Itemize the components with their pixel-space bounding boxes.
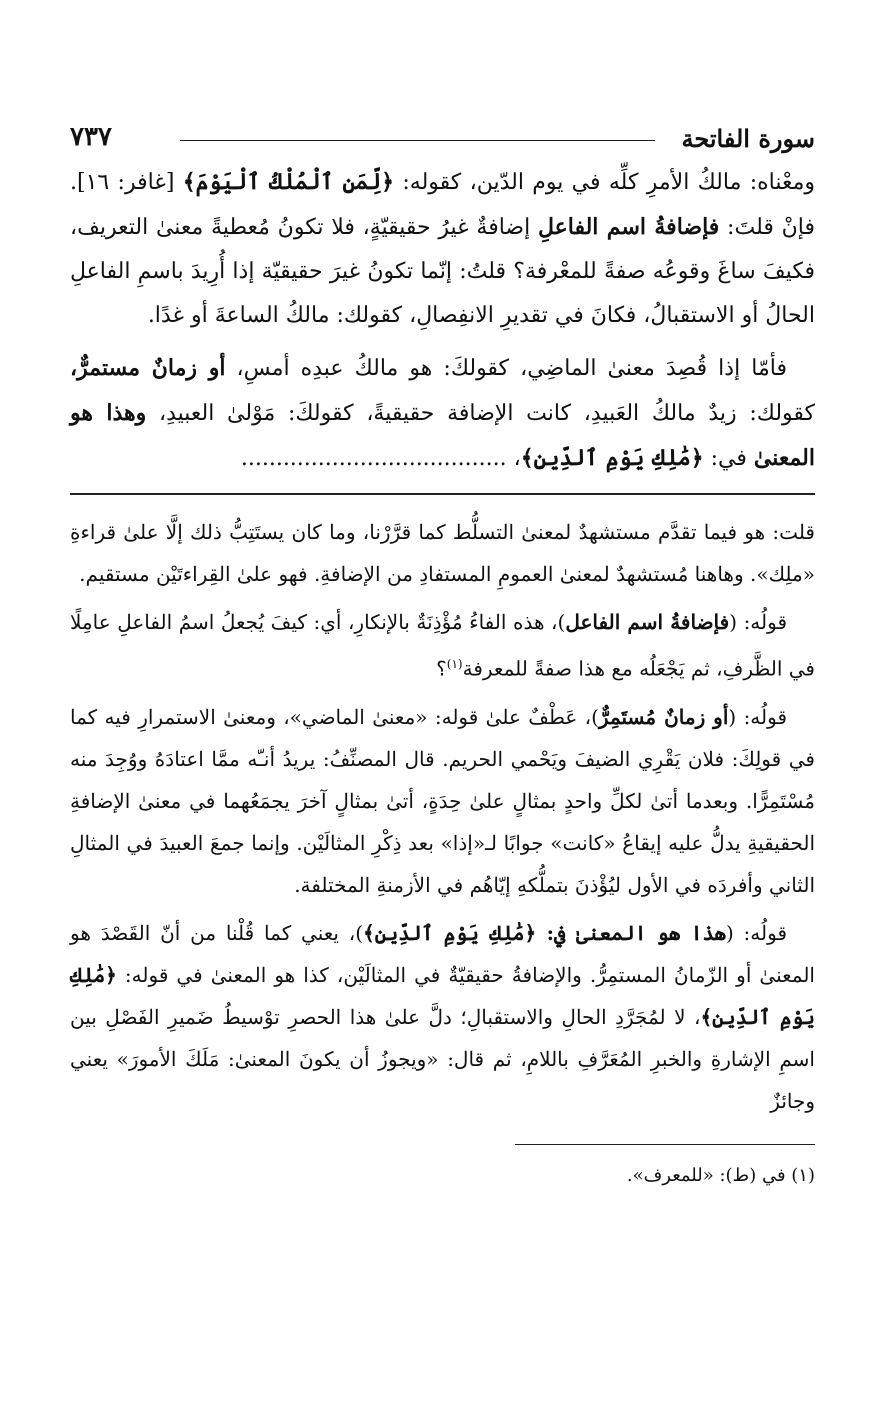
quran-verse: ﴿مَٰلِكِ يَوْمِ ٱلدِّينِ﴾	[363, 920, 547, 945]
text-run: ؟	[436, 656, 447, 681]
bold-term: هذا هو المعنىٰ في:	[546, 920, 726, 945]
main-text	[70, 160, 815, 481]
quran-verse: ﴿مَٰلِكِ يَوْمِ ٱلدِّينِ﴾	[520, 445, 704, 471]
commentary-paragraph: قلت: هو فيما تقدَّم مستشهدٌ لمعنىٰ التسلُّط كما قرَّرْنا، وما كان يستَتِبُّ ذلك إلَّا علىٰ قراءةِ «ملِك». وهاهنا مُستشهدٌ لمعنىٰ العمومِ المستفادِ من الإضافةِ. فهو علىٰ القِراءتَيْن مستقيم.	[70, 520, 815, 586]
text-run: )، عَطْفٌ علىٰ قوله: «معنىٰ الماضي»، ومعنىٰ الاستمرارِ فيه كما في قولِكَ: فلان يَقْرِي الضيفَ ويَحْمي الحريم. قال المصنِّفُ: يريدُ أنـّه ممَّا اعتادَهُ ووُجِدَ منه مُسْتَمِرًّا. وبعدما أتىٰ لكلِّ واحدٍ بمثالٍ علىٰ حِدَةٍ، أتىٰ بمثالٍ آخرَ يجمَعُهما في معنىٰ الإضافةِ الحقيقيةِ يدلُّ عليه إيقاعُ «كانت» جوابًا لـ«إذا» بعد ذِكْرِ المثالَيْن. وإنما جمعَ العبيدَ في المثالِ الثاني وأفردَه في الأول ليُؤْذنَ بتملُّكهِ إيّاهُم في الأزمنةِ المختلفة.	[70, 704, 815, 897]
page-header	[70, 120, 815, 160]
quran-verse: ﴿مَٰلِكِ يَوْمِ ٱلدِّينِ﴾	[70, 962, 815, 1029]
main-paragraph	[70, 346, 815, 481]
section-divider	[70, 493, 815, 495]
text-run: ، لا لمُجَرَّدِ الحالِ والاستقبالِ؛ دلَّ علىٰ هذا الحصرِ توْسيطُ ضَميرِ الفَصْلِ بين اسمِ الإشارةِ والخبرِ المُعَرَّفِ باللامِ، ثم قال: «ويجوزُ أن يكونَ المعنىٰ: مَلَكَ الأمورَ» يعني وجائزٌ	[70, 1004, 815, 1113]
footnote: (١) في (ط): «للمعرف».	[626, 1164, 815, 1186]
text-run: في:	[703, 446, 754, 471]
quran-verse: ﴿لِّمَنِ ٱلْمُلْكُ ٱلْيَوْمَ﴾	[182, 169, 395, 195]
text-run: فأمّا إذا قُصِدَ معنىٰ الماضِي، كقولكَ: هو مالكُ عبدِه أمسِ،	[225, 356, 787, 381]
bold-term: فإضافةُ اسم الفاعل	[565, 610, 730, 634]
text-run: قولُه: (	[729, 610, 788, 634]
text-run: )، هذه الفاءُ مُؤْذِنَةٌ بالإنكارِ، أي: كيفَ يُجعلُ اسمُ الفاعلِ عامِلًا في الظَّرفِ، ثم يَجْعَلُه مع هذا صفةً للمعرفة	[70, 610, 815, 681]
text-run: قولُه: (	[728, 704, 788, 729]
commentary-paragraph	[70, 601, 815, 690]
commentary-paragraph	[70, 696, 815, 906]
header-rule	[180, 140, 655, 141]
surah-title: سورة الفاتحة	[681, 124, 815, 153]
commentary	[70, 511, 815, 1122]
bold-term: فإضافةُ اسم الفاعلِ	[537, 214, 720, 240]
text-run: إضافةٌ غيرُ حقيقيّةٍ، فلا تكونُ مُعطيةً معنىٰ التعريف، فكيفَ ساغَ وقوعُه صفةً للمعْرفة؟ قلتُ: إنّما تكونُ غيرَ حقيقيّة إذا أُرِيدَ باسمِ الفاعلِ الحالُ أو الاستقبالُ، فكانَ في تقديرِ الانفِصالِ، كقولك: مالكُ الساعةَ أو غدًا.	[70, 215, 815, 328]
bold-term: أو زمانٌ مُستَمِرٌّ	[598, 704, 729, 729]
text-run: ، ......................................	[240, 446, 521, 471]
bold-term: أو زمانٌ مستمرٌّ،	[70, 355, 226, 381]
text-run: ومعْناه: مالكُ الأمرِ كلِّه في يوم الدّين، كقوله:	[394, 170, 815, 195]
text-run: [غافر: ١٦]. فإنْ قلتَ:	[70, 170, 815, 240]
page	[70, 120, 815, 1191]
page-number: ٧٣٧	[70, 122, 112, 152]
commentary-paragraph	[70, 912, 815, 1122]
main-paragraph	[70, 160, 815, 338]
footnote-rule	[515, 1144, 815, 1145]
bold-term: وهذا هو المعنىٰ	[70, 400, 815, 471]
text-run: كقولك: زيدٌ مالكُ العَبيدِ، كانت الإضافة حقيقيةً، كقولكَ: مَوْلىٰ العبيدِ،	[146, 401, 815, 426]
text-run: )، يعني كما قُلْنا من أنّ القَصْدَ هو المعنىٰ أو الزّمانُ المستمِرُّ. والإضافةُ حقيقيّةٌ في المثالَيْن، كذا هو المعنىٰ في قوله:	[70, 920, 815, 987]
text-run: قولُه: (	[725, 920, 788, 945]
footnote-ref: (١)	[446, 657, 463, 671]
